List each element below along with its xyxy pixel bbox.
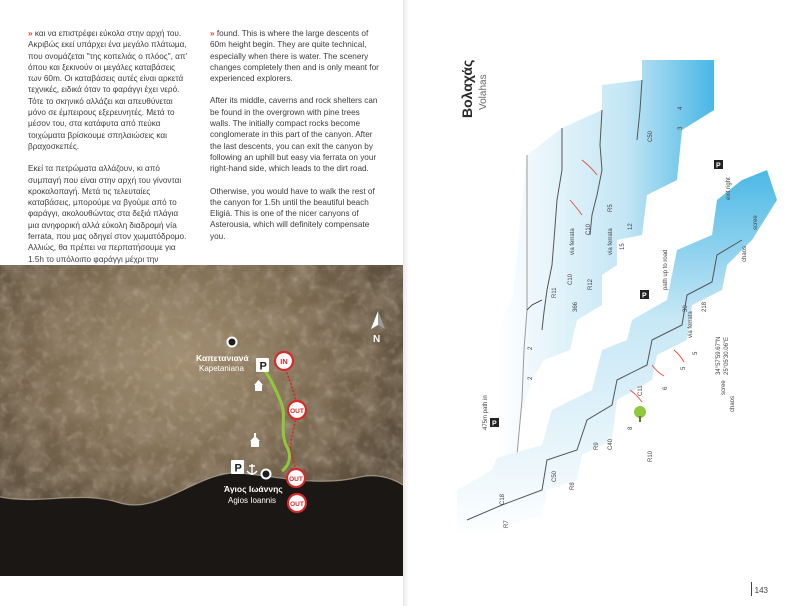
label-path-in: 475m path in — [483, 395, 489, 430]
svg-text:OUT: OUT — [290, 501, 304, 508]
canyon-topo — [452, 50, 782, 550]
label-d8: 8 — [628, 426, 634, 430]
parking-icon — [231, 460, 244, 475]
label-c50b: C50 — [552, 470, 558, 482]
label-chaos: chaos — [730, 395, 736, 412]
greek-paragraph-2: Εκεί τα πετρώματα αλλάζουν, κι από συμπαγή που είναι στην αρχή του γίνονται κροκαλοπαγή. Μετά τις τελευταίες καταβάσεις, μπορούμε να βγούμε από το φαράγγι, ακολουθώντας στα δεξιά πλάγια μια ανηφορική αλλά εύκολη διαδρομή vía ferrata, που μας οδηγεί στον χωματόδρομο. Αλλιώς, θα πρέπει να περπατήσουμε για 1.5h το υπόλοιπο φαράγγι μέχρι την — [28, 164, 187, 264]
english-paragraph-1: » found. This is where the large descents of 60m height begin. They are quite technical, especially when there is water. The scenery changes completely then and is only meant for experienced explorers. — [210, 29, 379, 84]
label-c10: C10 — [568, 273, 574, 285]
label-d30: 30 — [683, 305, 689, 312]
svg-text:P: P — [716, 162, 721, 170]
label-coord1: 34°57'59.67"N — [716, 336, 722, 375]
label-r12: R12 — [588, 278, 594, 290]
topo-title-english: Volahas — [478, 74, 489, 110]
label-d12: 12 — [628, 223, 634, 230]
label-d3: 3 — [678, 126, 684, 130]
village-label-greek: Άγιος Ιωάννης — [224, 484, 283, 494]
svg-text:IN: IN — [280, 357, 288, 366]
label-coord2: 25°05'30.06"E — [724, 336, 730, 375]
label-c10b: C10 — [586, 223, 592, 235]
label-r11: R11 — [552, 287, 558, 298]
label-c40: C40 — [608, 438, 614, 450]
english-paragraph-2: After its middle, caverns and rock shelters can be found in the overgrown with pine trees walls. The initially compact rocks become conglomerate in this part of the canyon. After the last descents, you can exit the canyon by following an uphill but easy via ferrata on your right-hand side, which leads to the dirt road. — [210, 96, 378, 174]
label-via-ferrata: via ferrata — [608, 228, 614, 255]
svg-text:P: P — [234, 462, 242, 475]
continue-marker: » — [210, 29, 215, 38]
parking-icon — [714, 160, 723, 170]
label-exit-right: exit right — [726, 177, 732, 200]
english-text-column — [210, 28, 380, 253]
greek-paragraph-1: » και να επιστρέφει εύκολα στην αρχή του. Ακριβώς εκεί υπάρχει ένα μεγάλο πλάτωμα, που ονομάζεται "της κοπελιάς ο πλόος", απ' όπου και ξεκινούν οι μεγάλες καταβάσεις των 60m. Οι καταβάσεις αυτές είναι αρκετά τεχνικές, ειδικά όταν το φαράγγι έχει νερό. Τότε το σκηνικό αλλάζει και απευθύνεται μόνο σε έμπειρους εξερευνητές. Μετά το μέσον του, στα κατάφυτα από πεύκα τοιχώματα βρίσκουμε σπηλαιώσεις και βραχοσκεπές. — [28, 29, 188, 151]
english-paragraph-3: Otherwise, you would have to walk the rest of the canyon for 1.5h until the beautiful beach Eligiá. This is one of the nicer canyons of Asterousia, which will definitely compensate you. — [210, 186, 375, 241]
parking-icon — [256, 358, 269, 373]
svg-text:P: P — [492, 420, 497, 428]
label-path-up: path up to road — [663, 249, 669, 290]
village-marker — [228, 338, 237, 347]
village-label-english: Agios Ioannis — [228, 496, 277, 505]
village-marker — [262, 470, 271, 479]
topo-svg — [452, 50, 782, 550]
label-chaos: chaos — [742, 245, 748, 262]
label-elev-218: 218 — [702, 301, 708, 312]
out-marker — [288, 494, 306, 512]
page-number: 143 — [754, 586, 768, 595]
svg-text:P: P — [642, 292, 647, 300]
tree-icon — [634, 406, 646, 422]
topo-title-greek: Βολαχάς — [459, 59, 475, 118]
label-d4: 4 — [678, 106, 684, 110]
label-c18: C18 — [500, 493, 506, 505]
north-label: N — [373, 334, 381, 345]
continue-marker: » — [28, 29, 33, 38]
label-scree: scree — [721, 380, 727, 395]
label-r7: R7 — [504, 520, 510, 528]
label-d5b: 5 — [681, 366, 687, 370]
label-c11: C11 — [638, 385, 644, 396]
label-r8: R8 — [570, 482, 576, 490]
page-gutter — [403, 0, 409, 606]
out-marker — [288, 401, 306, 419]
svg-text:OUT: OUT — [290, 408, 304, 415]
label-elev-366: 366 — [573, 301, 579, 312]
village-label-english: Kapetaniana — [199, 364, 244, 373]
village-label-greek: Καπετανιανά — [196, 353, 249, 363]
label-via-ferrata: via ferrata — [688, 311, 694, 338]
label-via-ferrata: via ferrata — [570, 228, 576, 255]
label-r9: R9 — [594, 442, 600, 450]
out-marker — [287, 469, 305, 487]
label-d5: 5 — [693, 351, 699, 355]
parking-icon — [490, 418, 499, 428]
parking-icon — [640, 290, 649, 300]
label-scree: scree — [753, 215, 759, 230]
label-r10: R10 — [648, 450, 654, 462]
label-d15: 15 — [620, 243, 626, 250]
svg-text:OUT: OUT — [289, 476, 303, 483]
label-d6: 6 — [663, 386, 669, 390]
label-c50: C50 — [648, 130, 654, 142]
label-r5: R5 — [608, 204, 614, 212]
label-d2: 2 — [528, 346, 534, 350]
in-marker — [275, 352, 293, 370]
label-d2b: 2 — [528, 376, 534, 380]
map-svg — [0, 265, 403, 576]
satellite-map — [0, 265, 403, 576]
svg-text:P: P — [259, 360, 267, 373]
